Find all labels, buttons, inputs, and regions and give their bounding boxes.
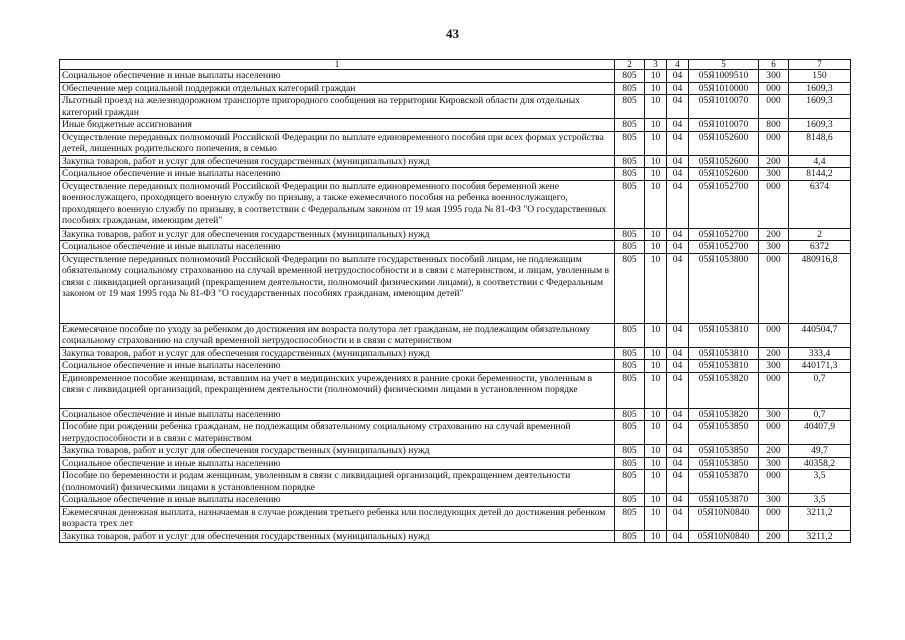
subsection-cell: 04: [667, 70, 689, 83]
section-cell: 10: [645, 494, 667, 507]
amount-cell: 40407,9: [789, 421, 851, 445]
budget-table: [59, 59, 851, 543]
target-article-cell: 05Я1053850: [689, 457, 759, 470]
target-article-cell: 05Я1010000: [689, 82, 759, 95]
amount-cell: 1609,3: [789, 119, 851, 132]
expense-type-cell: 000: [759, 253, 789, 323]
section-cell: 10: [645, 408, 667, 421]
target-article-cell: 05Я1010070: [689, 119, 759, 132]
table-row: [60, 445, 851, 458]
amount-cell: 0,7: [789, 372, 851, 408]
row-name-cell: Льготный проезд на железнодорожном транспорте пригородного сообщения на территории Кировской области для отдельных категорий граждан: [60, 95, 615, 119]
expense-type-cell: 000: [759, 470, 789, 494]
admin-code-cell: 805: [615, 180, 645, 228]
admin-code-cell: 805: [615, 131, 645, 155]
admin-code-cell: 805: [615, 241, 645, 254]
expense-type-cell: 000: [759, 180, 789, 228]
expense-type-cell: 200: [759, 530, 789, 543]
table-row: [60, 168, 851, 181]
section-cell: 10: [645, 168, 667, 181]
column-header-row: [60, 60, 851, 70]
admin-code-cell: 805: [615, 95, 645, 119]
admin-code-cell: 805: [615, 360, 645, 373]
column-header: 6: [759, 60, 789, 70]
section-cell: 10: [645, 155, 667, 168]
subsection-cell: 04: [667, 421, 689, 445]
expense-type-cell: 000: [759, 131, 789, 155]
row-name-cell: Закупка товаров, работ и услуг для обеспечения государственных (муниципальных) нужд: [60, 530, 615, 543]
admin-code-cell: 805: [615, 470, 645, 494]
target-article-cell: 05Я1053810: [689, 323, 759, 347]
admin-code-cell: 805: [615, 323, 645, 347]
expense-type-cell: 000: [759, 82, 789, 95]
table-row: [60, 155, 851, 168]
amount-cell: 440171,3: [789, 360, 851, 373]
admin-code-cell: 805: [615, 228, 645, 241]
target-article-cell: 05Я1052700: [689, 180, 759, 228]
table-row: [60, 131, 851, 155]
target-article-cell: 05Я1010070: [689, 95, 759, 119]
amount-cell: 1609,3: [789, 82, 851, 95]
expense-type-cell: 000: [759, 323, 789, 347]
subsection-cell: 04: [667, 82, 689, 95]
table-row: [60, 241, 851, 254]
target-article-cell: 05Я1052600: [689, 131, 759, 155]
expense-type-cell: 300: [759, 241, 789, 254]
section-cell: 10: [645, 457, 667, 470]
admin-code-cell: 805: [615, 253, 645, 323]
section-cell: 10: [645, 180, 667, 228]
section-cell: 10: [645, 506, 667, 530]
row-name-cell: Осуществление переданных полномочий Российской Федерации по выплате единовременного пособия беременной жене военнослужащего, проходящего военную службу по призыву, а также ежемесячного пособия на ребенка военнослужащего, проходящего военную службу по призыву, в соответствии с Федеральным законом от 19 мая 1995 года № 81-ФЗ "О государственных пособиях гражданам, имеющим детей": [60, 180, 615, 228]
table-row: [60, 70, 851, 83]
row-name-cell: Закупка товаров, работ и услуг для обеспечения государственных (муниципальных) нужд: [60, 228, 615, 241]
subsection-cell: 04: [667, 470, 689, 494]
row-name-cell: Осуществление переданных полномочий Российской Федерации по выплате единовременного пособия при всех формах устройства детей, лишенных родительского попечения, в семью: [60, 131, 615, 155]
admin-code-cell: 805: [615, 530, 645, 543]
amount-cell: 2: [789, 228, 851, 241]
subsection-cell: 04: [667, 228, 689, 241]
subsection-cell: 04: [667, 155, 689, 168]
section-cell: 10: [645, 82, 667, 95]
admin-code-cell: 805: [615, 445, 645, 458]
section-cell: 10: [645, 228, 667, 241]
row-name-cell: Социальное обеспечение и иные выплаты населению: [60, 408, 615, 421]
row-name-cell: Закупка товаров, работ и услуг для обеспечения государственных (муниципальных) нужд: [60, 347, 615, 360]
section-cell: 10: [645, 372, 667, 408]
target-article-cell: 05Я1053870: [689, 470, 759, 494]
table-row: [60, 228, 851, 241]
target-article-cell: 05Я1053800: [689, 253, 759, 323]
target-article-cell: 05Я1053810: [689, 347, 759, 360]
section-cell: 10: [645, 470, 667, 494]
amount-cell: 480916,8: [789, 253, 851, 323]
table-row: [60, 323, 851, 347]
section-cell: 10: [645, 253, 667, 323]
target-article-cell: 05Я1052600: [689, 168, 759, 181]
row-name-cell: Закупка товаров, работ и услуг для обеспечения государственных (муниципальных) нужд: [60, 445, 615, 458]
table-row: [60, 470, 851, 494]
subsection-cell: 04: [667, 119, 689, 132]
subsection-cell: 04: [667, 506, 689, 530]
row-name-cell: Социальное обеспечение и иные выплаты населению: [60, 494, 615, 507]
row-name-cell: Социальное обеспечение и иные выплаты населению: [60, 457, 615, 470]
expense-type-cell: 300: [759, 457, 789, 470]
subsection-cell: 04: [667, 457, 689, 470]
table-row: [60, 119, 851, 132]
admin-code-cell: 805: [615, 82, 645, 95]
section-cell: 10: [645, 360, 667, 373]
admin-code-cell: 805: [615, 168, 645, 181]
row-name-cell: Осуществление переданных полномочий Российской Федерации по выплате государственных пособий лицам, не подлежащим обязательному социальному страхованию на случай временной нетрудоспособности и в связи с материнством, и лицам, уволенным в связи с ликвидацией организаций (прекращением деятельности, полномочий физическими лицами), в соответствии с Федеральным законом от 19 мая 1995 года № 81-ФЗ "О государственных пособиях гражданам, имеющим детей": [60, 253, 615, 323]
row-name-cell: Ежемесячное пособие по уходу за ребенком до достижения им возраста полутора лет гражданам, не подлежащим обязательному социальному страхованию на случай временной нетрудоспособности и в связи с материнством: [60, 323, 615, 347]
column-header: 4: [667, 60, 689, 70]
expense-type-cell: 000: [759, 421, 789, 445]
target-article-cell: 05Я10N0840: [689, 530, 759, 543]
expense-type-cell: 300: [759, 360, 789, 373]
target-article-cell: 05Я10N0840: [689, 506, 759, 530]
section-cell: 10: [645, 323, 667, 347]
admin-code-cell: 805: [615, 494, 645, 507]
expense-type-cell: 300: [759, 408, 789, 421]
subsection-cell: 04: [667, 347, 689, 360]
admin-code-cell: 805: [615, 70, 645, 83]
table-row: [60, 494, 851, 507]
target-article-cell: 05Я1053820: [689, 372, 759, 408]
table-row: [60, 253, 851, 323]
table-row: [60, 421, 851, 445]
expense-type-cell: 800: [759, 119, 789, 132]
amount-cell: 333,4: [789, 347, 851, 360]
subsection-cell: 04: [667, 253, 689, 323]
admin-code-cell: 805: [615, 408, 645, 421]
amount-cell: 3211,2: [789, 530, 851, 543]
column-header: 7: [789, 60, 851, 70]
row-name-cell: Обеспечение мер социальной поддержки отдельных категорий граждан: [60, 82, 615, 95]
expense-type-cell: 200: [759, 445, 789, 458]
section-cell: 10: [645, 70, 667, 83]
subsection-cell: 04: [667, 494, 689, 507]
section-cell: 10: [645, 119, 667, 132]
table-row: [60, 457, 851, 470]
target-article-cell: 05Я1053850: [689, 445, 759, 458]
amount-cell: 4,4: [789, 155, 851, 168]
table-row: [60, 180, 851, 228]
expense-type-cell: 000: [759, 506, 789, 530]
page-number: 43: [446, 26, 459, 41]
admin-code-cell: 805: [615, 457, 645, 470]
subsection-cell: 04: [667, 445, 689, 458]
amount-cell: 440504,7: [789, 323, 851, 347]
admin-code-cell: 805: [615, 372, 645, 408]
row-name-cell: Единовременное пособие женщинам, вставшим на учет в медицинских учреждениях в ранние сроки беременности, уволенным в связи с ликвидацией организаций, прекращением деятельности (полномочий) физическими лицами в установленном порядке: [60, 372, 615, 408]
expense-type-cell: 200: [759, 347, 789, 360]
subsection-cell: 04: [667, 530, 689, 543]
subsection-cell: 04: [667, 323, 689, 347]
table-row: [60, 347, 851, 360]
row-name-cell: Социальное обеспечение и иные выплаты населению: [60, 70, 615, 83]
admin-code-cell: 805: [615, 119, 645, 132]
amount-cell: 8148,6: [789, 131, 851, 155]
table-row: [60, 95, 851, 119]
amount-cell: 8144,2: [789, 168, 851, 181]
expense-type-cell: 000: [759, 95, 789, 119]
row-name-cell: Социальное обеспечение и иные выплаты населению: [60, 360, 615, 373]
section-cell: 10: [645, 131, 667, 155]
section-cell: 10: [645, 445, 667, 458]
target-article-cell: 05Я1053850: [689, 421, 759, 445]
section-cell: 10: [645, 95, 667, 119]
amount-cell: 49,7: [789, 445, 851, 458]
table-row: [60, 360, 851, 373]
amount-cell: 0,7: [789, 408, 851, 421]
subsection-cell: 04: [667, 408, 689, 421]
target-article-cell: 05Я1009510: [689, 70, 759, 83]
section-cell: 10: [645, 530, 667, 543]
section-cell: 10: [645, 241, 667, 254]
admin-code-cell: 805: [615, 347, 645, 360]
table-row: [60, 408, 851, 421]
row-name-cell: Закупка товаров, работ и услуг для обеспечения государственных (муниципальных) нужд: [60, 155, 615, 168]
amount-cell: 3,5: [789, 494, 851, 507]
section-cell: 10: [645, 347, 667, 360]
row-name-cell: Ежемесячная денежная выплата, назначаемая в случае рождения третьего ребенка или последующих детей до достижения ребенком возраста трех лет: [60, 506, 615, 530]
amount-cell: 3,5: [789, 470, 851, 494]
target-article-cell: 05Я1053870: [689, 494, 759, 507]
subsection-cell: 04: [667, 95, 689, 119]
amount-cell: 150: [789, 70, 851, 83]
subsection-cell: 04: [667, 168, 689, 181]
column-header: 3: [645, 60, 667, 70]
row-name-cell: Социальное обеспечение и иные выплаты населению: [60, 241, 615, 254]
admin-code-cell: 805: [615, 421, 645, 445]
section-cell: 10: [645, 421, 667, 445]
amount-cell: 3211,2: [789, 506, 851, 530]
expense-type-cell: 200: [759, 228, 789, 241]
subsection-cell: 04: [667, 131, 689, 155]
subsection-cell: 04: [667, 372, 689, 408]
target-article-cell: 05Я1052700: [689, 228, 759, 241]
expense-type-cell: 000: [759, 372, 789, 408]
table-row: [60, 372, 851, 408]
row-name-cell: Пособие при рождении ребенка гражданам, не подлежащим обязательному социальному страхованию на случай временной нетрудоспособности и в связи с материнством: [60, 421, 615, 445]
target-article-cell: 05Я1053810: [689, 360, 759, 373]
table-row: [60, 506, 851, 530]
table-row: [60, 530, 851, 543]
subsection-cell: 04: [667, 241, 689, 254]
amount-cell: 6374: [789, 180, 851, 228]
amount-cell: 1609,3: [789, 95, 851, 119]
row-name-cell: Социальное обеспечение и иные выплаты населению: [60, 168, 615, 181]
target-article-cell: 05Я1052600: [689, 155, 759, 168]
column-header: 5: [689, 60, 759, 70]
subsection-cell: 04: [667, 180, 689, 228]
amount-cell: 6372: [789, 241, 851, 254]
table-row: [60, 82, 851, 95]
expense-type-cell: 200: [759, 155, 789, 168]
expense-type-cell: 300: [759, 168, 789, 181]
column-header: 1: [60, 60, 615, 70]
subsection-cell: 04: [667, 360, 689, 373]
target-article-cell: 05Я1053820: [689, 408, 759, 421]
row-name-cell: Иные бюджетные ассигнования: [60, 119, 615, 132]
admin-code-cell: 805: [615, 155, 645, 168]
target-article-cell: 05Я1052700: [689, 241, 759, 254]
amount-cell: 40358,2: [789, 457, 851, 470]
expense-type-cell: 300: [759, 70, 789, 83]
row-name-cell: Пособие по беременности и родам женщинам, уволенным в связи с ликвидацией организаций, прекращением деятельности (полномочий) физическими лицами в установленном порядке: [60, 470, 615, 494]
column-header: 2: [615, 60, 645, 70]
admin-code-cell: 805: [615, 506, 645, 530]
expense-type-cell: 300: [759, 494, 789, 507]
